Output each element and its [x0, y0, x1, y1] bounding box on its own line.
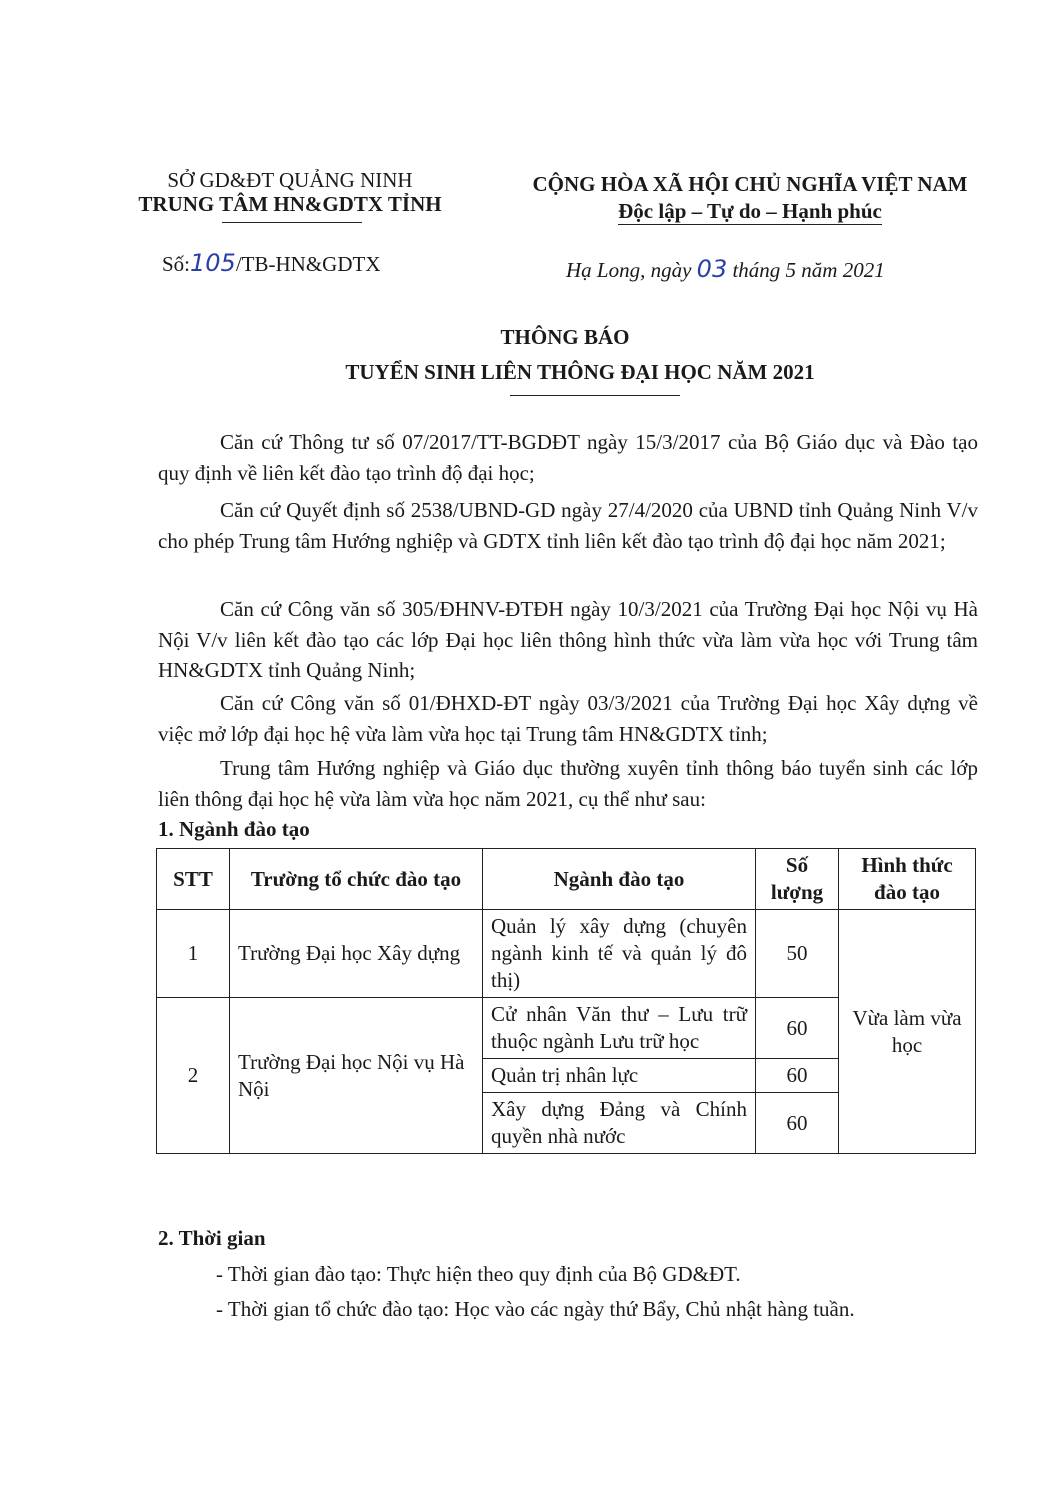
- section-heading-majors: 1. Ngành đào tạo: [158, 817, 310, 841]
- table-header-row: [157, 849, 976, 910]
- paragraph-text: Trung tâm Hướng nghiệp và Giáo dục thường xuyên tỉnh thông báo tuyển sinh các lớp liên thông đại học hệ vừa làm vừa học năm 2021, cụ thể như sau:: [158, 756, 978, 811]
- paragraph-text: Căn cứ Công văn số 305/ĐHNV-ĐTĐH ngày 10/3/2021 của Trường Đại học Nội vụ Hà Nội V/v liên kết đào tạo các lớp Đại học liên thông hình thức vừa làm vừa học với Trung tâm HN&GDTX tỉnh Quảng Ninh;: [158, 597, 978, 682]
- cell-school: Trường Đại học Xây dựng: [230, 910, 483, 998]
- republic-title: CỘNG HÒA XÃ HỘI CHỦ NGHĨA VIỆT NAM: [532, 172, 968, 196]
- cell-form-merged: Vừa làm vừa học: [839, 910, 976, 1154]
- document-title: THÔNG BÁO: [500, 325, 630, 349]
- paragraph-text: Căn cứ Quyết định số 2538/UBND-GD ngày 27/4/2020 của UBND tỉnh Quảng Ninh V/v cho phép Trung tâm Hướng nghiệp và GDTX tỉnh liên kết đào tạo trình độ đại học năm 2021;: [158, 498, 978, 553]
- national-motto-text: Độc lập – Tự do – Hạnh phúc: [618, 199, 882, 223]
- document-number-handwritten: 105: [190, 249, 236, 277]
- paragraph-legal-basis-4: [158, 688, 978, 749]
- paragraph-legal-basis-1: [158, 427, 978, 488]
- document-number: [162, 249, 380, 277]
- header-form: Hình thức đào tạo: [839, 849, 976, 910]
- document-number-suffix: /TB-HN&GDTX: [235, 252, 381, 276]
- cell-stt: 2: [157, 998, 230, 1154]
- cell-quantity: 60: [756, 998, 839, 1059]
- header-major: Ngành đào tạo: [483, 849, 756, 910]
- document-subtitle: TUYỂN SINH LIÊN THÔNG ĐẠI HỌC NĂM 2021: [345, 360, 815, 384]
- cell-major: Quản lý xây dựng (chuyên ngành kinh tế và quản lý đô thị): [483, 910, 756, 998]
- cell-stt: 1: [157, 910, 230, 998]
- paragraph-announcement: [158, 753, 978, 814]
- table-row: [157, 910, 976, 998]
- time-line-schedule: - Thời gian tổ chức đào tạo: Học vào các ngày thứ Bẩy, Chủ nhật hàng tuần.: [216, 1297, 855, 1321]
- majors-table: [156, 848, 976, 1154]
- header-quantity: Số lượng: [756, 849, 839, 910]
- paragraph-legal-basis-3: [158, 594, 978, 686]
- date-day-handwritten: 03: [696, 255, 728, 283]
- cell-quantity: 50: [756, 910, 839, 998]
- paragraph-legal-basis-2: [158, 495, 978, 556]
- cell-major: Quản trị nhân lực: [483, 1059, 756, 1093]
- document-date: [566, 255, 885, 283]
- section-heading-time: 2. Thời gian: [158, 1226, 266, 1250]
- document-number-prefix: Số:: [162, 252, 191, 276]
- cell-quantity: 60: [756, 1093, 839, 1154]
- header-school: Trường tổ chức đào tạo: [230, 849, 483, 910]
- date-prefix: Hạ Long, ngày: [566, 258, 692, 282]
- agency-name-line1: SỞ GD&ĐT QUẢNG NINH: [167, 168, 413, 192]
- cell-major: Xây dựng Đảng và Chính quyền nhà nước: [483, 1093, 756, 1154]
- time-line-training: - Thời gian đào tạo: Thực hiện theo quy định của Bộ GD&ĐT.: [216, 1262, 741, 1286]
- paragraph-text: Căn cứ Công văn số 01/ĐHXD-ĐT ngày 03/3/2021 của Trường Đại học Xây dựng về việc mở lớp đại học hệ vừa làm vừa học tại Trung tâm HN&GDTX tỉnh;: [158, 691, 978, 746]
- national-motto: [500, 199, 1000, 224]
- title-underline: [510, 395, 680, 396]
- cell-quantity: 60: [756, 1059, 839, 1093]
- date-suffix: tháng 5 năm 2021: [732, 258, 885, 282]
- cell-major: Cử nhân Văn thư – Lưu trữ thuộc ngành Lưu trữ học: [483, 998, 756, 1059]
- paragraph-text: Căn cứ Thông tư số 07/2017/TT-BGDĐT ngày 15/3/2017 của Bộ Giáo dục và Đào tạo quy định về liên kết đào tạo trình độ đại học;: [158, 430, 978, 485]
- agency-underline: [222, 222, 362, 223]
- cell-school: Trường Đại học Nội vụ Hà Nội: [230, 998, 483, 1154]
- header-stt: STT: [157, 849, 230, 910]
- agency-name-line2: TRUNG TÂM HN&GDTX TỈNH: [138, 192, 442, 216]
